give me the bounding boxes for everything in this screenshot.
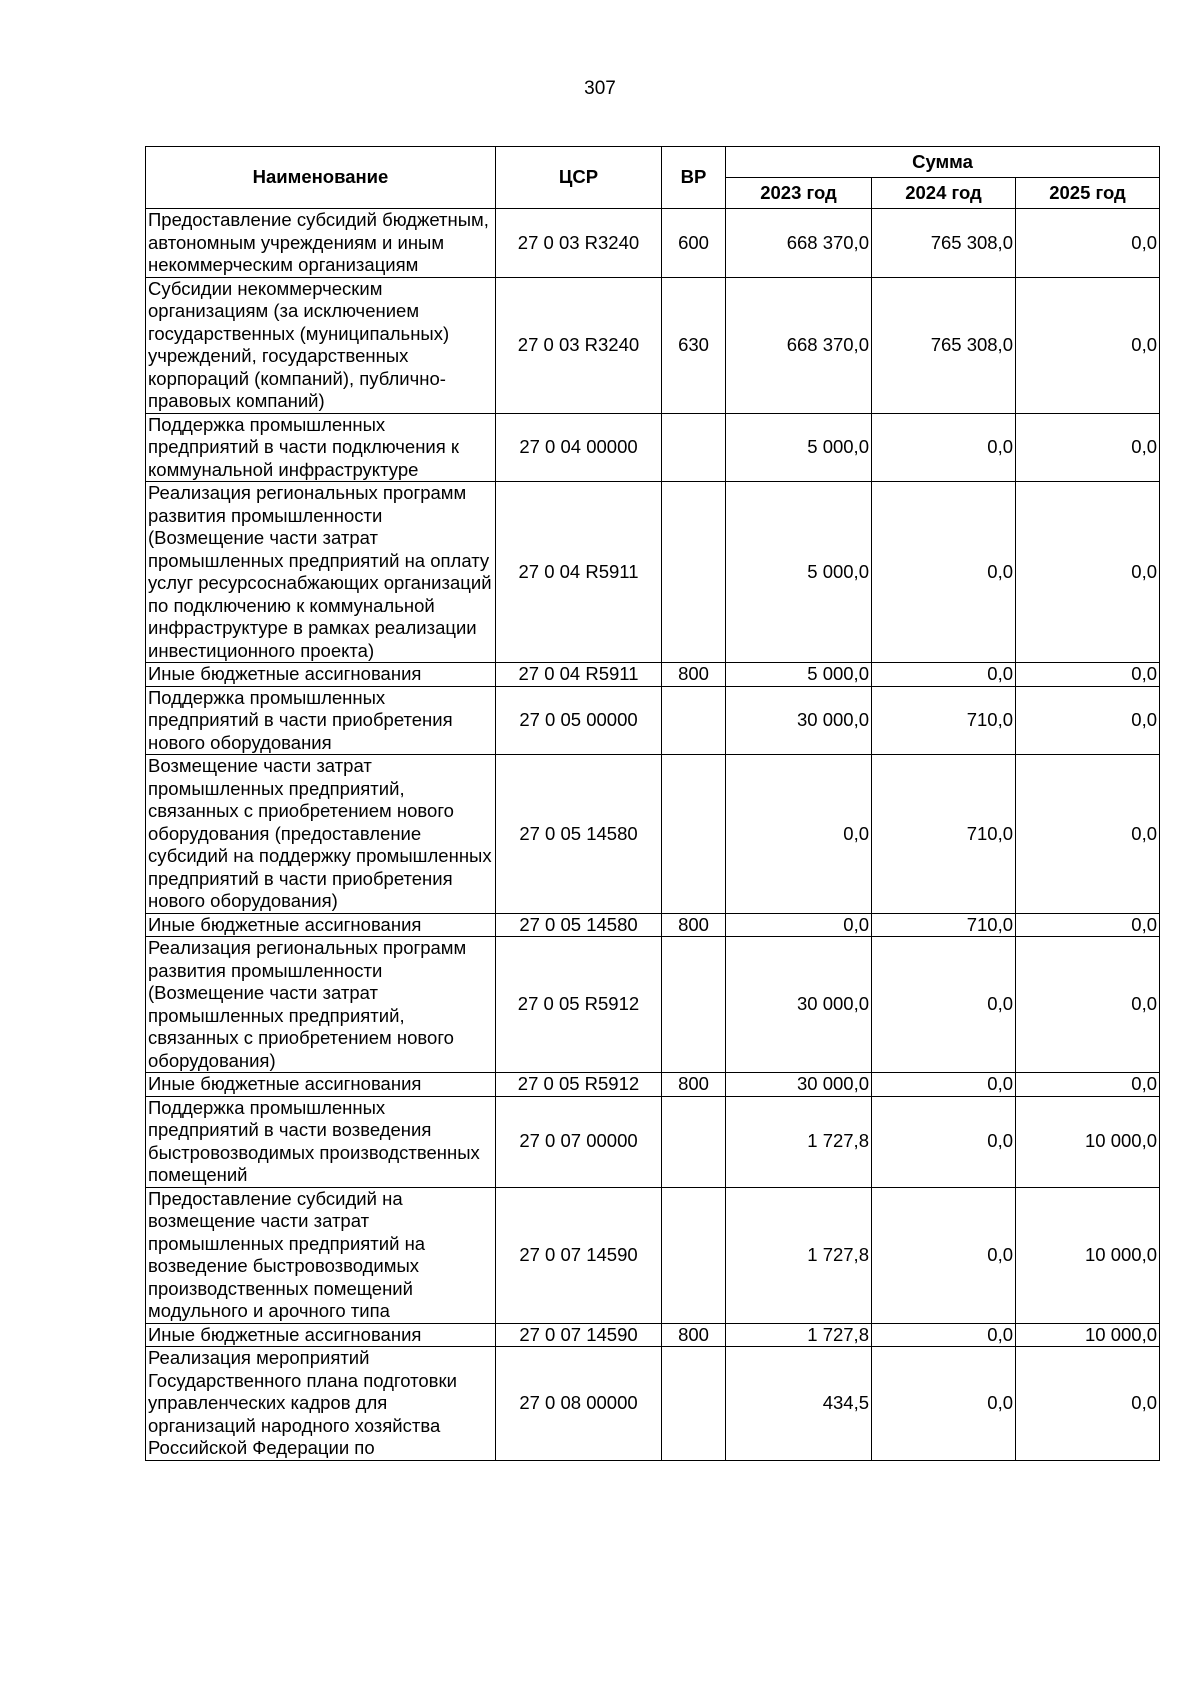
table-row [146, 277, 1160, 413]
row-name: Иные бюджетные ассигнования [146, 1073, 496, 1097]
table-row [146, 755, 1160, 914]
row-vr [662, 413, 726, 482]
row-csr: 27 0 05 00000 [496, 686, 662, 755]
row-sum-2024: 0,0 [872, 1347, 1016, 1461]
row-sum-2023: 0,0 [726, 755, 872, 914]
table-row [146, 209, 1160, 278]
row-sum-2023: 1 727,8 [726, 1096, 872, 1187]
header-sum: Сумма [726, 147, 1160, 178]
row-csr: 27 0 07 14590 [496, 1323, 662, 1347]
row-sum-2023: 5 000,0 [726, 413, 872, 482]
table-row [146, 413, 1160, 482]
table-row [146, 686, 1160, 755]
row-name: Субсидии некоммерческим организациям (за исключением государственных (муниципальных) учреждений, государственных корпораций (компаний), публично-правовых компаний) [146, 277, 496, 413]
row-csr: 27 0 07 00000 [496, 1096, 662, 1187]
row-name: Предоставление субсидий на возмещение части затрат промышленных предприятий на возведение быстровозводимых производственных помещений модульного и арочного типа [146, 1187, 496, 1323]
row-sum-2023: 1 727,8 [726, 1323, 872, 1347]
row-sum-2024: 0,0 [872, 1187, 1016, 1323]
header-name: Наименование [146, 147, 496, 209]
row-sum-2024: 0,0 [872, 413, 1016, 482]
row-csr: 27 0 03 R3240 [496, 209, 662, 278]
row-sum-2025: 0,0 [1016, 413, 1160, 482]
row-name: Иные бюджетные ассигнования [146, 1323, 496, 1347]
header-year-2024: 2024 год [872, 178, 1016, 209]
row-sum-2023: 5 000,0 [726, 663, 872, 687]
table-row [146, 1323, 1160, 1347]
row-name: Иные бюджетные ассигнования [146, 663, 496, 687]
header-vr: ВР [662, 147, 726, 209]
row-sum-2023: 668 370,0 [726, 209, 872, 278]
table-row [146, 1096, 1160, 1187]
row-vr: 800 [662, 1073, 726, 1097]
table-row [146, 663, 1160, 687]
row-sum-2023: 30 000,0 [726, 937, 872, 1073]
page-number: 307 [584, 78, 616, 99]
row-sum-2024: 0,0 [872, 663, 1016, 687]
row-name: Реализация региональных программ развития промышленности (Возмещение части затрат промышленных предприятий на оплату услуг ресурсоснабжающих организаций по подключению к коммунальной инфраструктуре в рамках реализации инвестиционного проекта) [146, 482, 496, 663]
row-sum-2025: 10 000,0 [1016, 1323, 1160, 1347]
table-row [146, 482, 1160, 663]
row-sum-2025: 0,0 [1016, 1347, 1160, 1461]
row-sum-2023: 5 000,0 [726, 482, 872, 663]
table-row [146, 1073, 1160, 1097]
row-vr [662, 755, 726, 914]
row-sum-2025: 0,0 [1016, 482, 1160, 663]
row-sum-2023: 0,0 [726, 913, 872, 937]
row-name: Поддержка промышленных предприятий в части приобретения нового оборудования [146, 686, 496, 755]
row-sum-2025: 0,0 [1016, 755, 1160, 914]
row-csr: 27 0 05 14580 [496, 913, 662, 937]
header-year-2023: 2023 год [726, 178, 872, 209]
row-name: Поддержка промышленных предприятий в части подключения к коммунальной инфраструктуре [146, 413, 496, 482]
row-name: Предоставление субсидий бюджетным, автономным учреждениям и иным некоммерческим организациям [146, 209, 496, 278]
row-sum-2025: 0,0 [1016, 1073, 1160, 1097]
row-vr [662, 1187, 726, 1323]
row-vr: 600 [662, 209, 726, 278]
row-csr: 27 0 04 00000 [496, 413, 662, 482]
row-csr: 27 0 04 R5911 [496, 663, 662, 687]
row-csr: 27 0 05 R5912 [496, 1073, 662, 1097]
table-row [146, 913, 1160, 937]
row-name: Реализация региональных программ развития промышленности (Возмещение части затрат промышленных предприятий, связанных с приобретением нового оборудования) [146, 937, 496, 1073]
row-sum-2023: 434,5 [726, 1347, 872, 1461]
row-vr [662, 482, 726, 663]
row-name: Поддержка промышленных предприятий в части возведения быстровозводимых производственных помещений [146, 1096, 496, 1187]
row-vr [662, 1096, 726, 1187]
row-csr: 27 0 03 R3240 [496, 277, 662, 413]
row-sum-2024: 710,0 [872, 755, 1016, 914]
budget-table [145, 146, 1160, 1461]
row-vr [662, 937, 726, 1073]
row-name: Иные бюджетные ассигнования [146, 913, 496, 937]
row-sum-2025: 0,0 [1016, 663, 1160, 687]
row-sum-2024: 710,0 [872, 913, 1016, 937]
row-sum-2025: 0,0 [1016, 686, 1160, 755]
row-name: Возмещение части затрат промышленных предприятий, связанных с приобретением нового оборудования (предоставление субсидий на поддержку промышленных предприятий в части приобретения нового оборудования) [146, 755, 496, 914]
row-vr: 800 [662, 913, 726, 937]
row-sum-2024: 765 308,0 [872, 209, 1016, 278]
row-vr [662, 686, 726, 755]
row-vr: 800 [662, 663, 726, 687]
row-sum-2025: 0,0 [1016, 937, 1160, 1073]
row-csr: 27 0 05 14580 [496, 755, 662, 914]
row-sum-2025: 0,0 [1016, 913, 1160, 937]
row-sum-2025: 0,0 [1016, 209, 1160, 278]
row-csr: 27 0 07 14590 [496, 1187, 662, 1323]
row-name: Реализация мероприятий Государственного плана подготовки управленческих кадров для организаций народного хозяйства Российской Федерации по [146, 1347, 496, 1461]
header-csr: ЦСР [496, 147, 662, 209]
row-sum-2024: 0,0 [872, 1323, 1016, 1347]
row-vr [662, 1347, 726, 1461]
table-row [146, 1347, 1160, 1461]
row-vr: 800 [662, 1323, 726, 1347]
row-sum-2024: 0,0 [872, 1073, 1016, 1097]
header-year-2025: 2025 год [1016, 178, 1160, 209]
row-sum-2025: 0,0 [1016, 277, 1160, 413]
row-csr: 27 0 05 R5912 [496, 937, 662, 1073]
table-row [146, 937, 1160, 1073]
row-sum-2023: 30 000,0 [726, 1073, 872, 1097]
row-sum-2023: 30 000,0 [726, 686, 872, 755]
row-sum-2024: 0,0 [872, 1096, 1016, 1187]
row-vr: 630 [662, 277, 726, 413]
row-sum-2024: 0,0 [872, 482, 1016, 663]
row-csr: 27 0 08 00000 [496, 1347, 662, 1461]
row-sum-2025: 10 000,0 [1016, 1096, 1160, 1187]
row-csr: 27 0 04 R5911 [496, 482, 662, 663]
row-sum-2024: 0,0 [872, 937, 1016, 1073]
row-sum-2024: 765 308,0 [872, 277, 1016, 413]
row-sum-2024: 710,0 [872, 686, 1016, 755]
row-sum-2025: 10 000,0 [1016, 1187, 1160, 1323]
table-row [146, 1187, 1160, 1323]
row-sum-2023: 1 727,8 [726, 1187, 872, 1323]
row-sum-2023: 668 370,0 [726, 277, 872, 413]
